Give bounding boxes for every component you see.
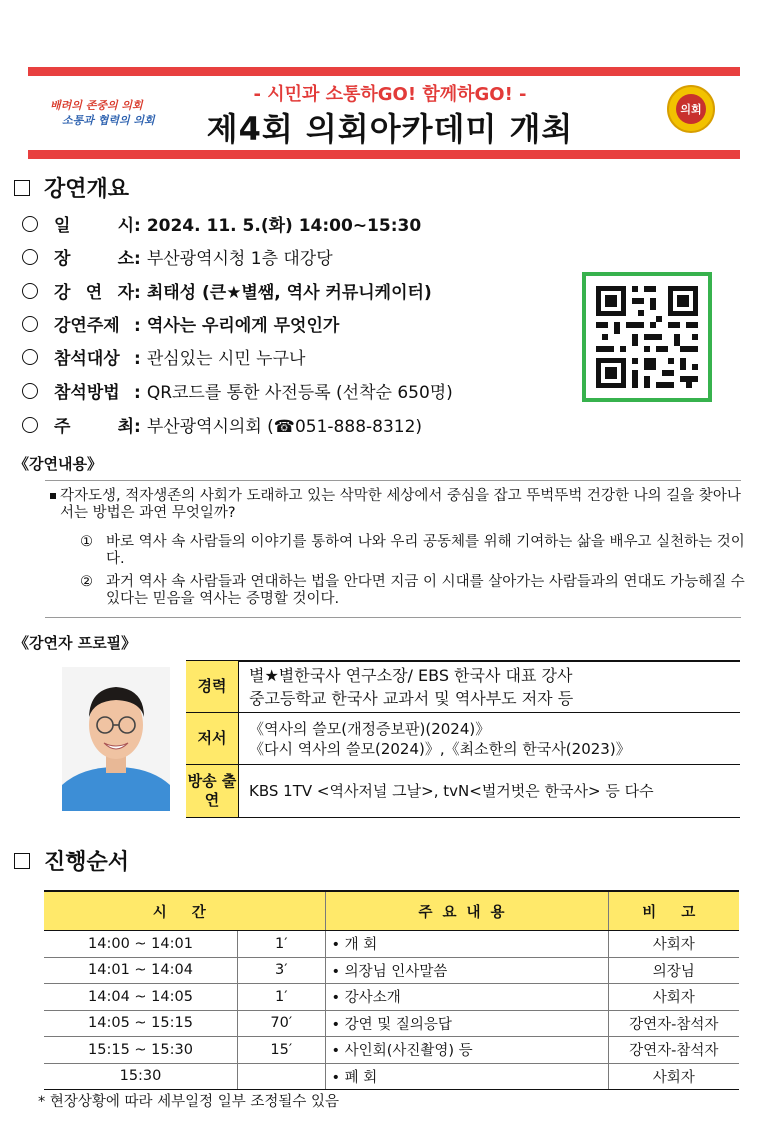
circle-bullet-icon (22, 316, 38, 332)
overview-row-place: 장 소: 부산광역시청 1층 대강당 (22, 246, 333, 272)
schedule-row: 15:15 ~ 15:30 15′ • 사인회(사진촬영) 등 강연자-참석자 (44, 1037, 739, 1064)
schedule-table (44, 890, 739, 1090)
circle-bullet-icon (22, 249, 38, 265)
schedule-footnote: * 현장상황에 따라 세부일정 일부 조정될수 있음 (38, 1094, 340, 1110)
schedule-header-row: 시 간 주요내용 비 고 (44, 891, 739, 931)
speaker-photo (62, 667, 170, 811)
divider (45, 617, 741, 618)
profile-table (186, 661, 740, 818)
qr-code-icon[interactable] (582, 272, 712, 402)
council-seal-icon (667, 85, 715, 133)
schedule-row: 14:00 ~ 14:01 1′ • 개 회 사회자 (44, 931, 739, 958)
checkbox-square-icon (14, 853, 30, 869)
event-title: 제4회 의회아카데미 개최 (206, 110, 574, 148)
header-bottom-bar (28, 150, 740, 159)
section-heading-profile: 《강연자 프로필》 (14, 634, 137, 652)
overview-row-topic: 강연주제 : 역사는 우리에게 무엇인가 (22, 313, 339, 339)
overview-row-date: 일 시: 2024. 11. 5.(화) 14:00~15:30 (22, 213, 421, 239)
overview-row-speaker: 강 연 자: 최태성 (큰★별쌤, 역사 커뮤니케이터) (22, 280, 432, 306)
profile-row-books: 저서 《역사의 쓸모(개정증보판)(2024)》 《다시 역사의 쓸모(2024)》,《최소한의 한국사(2023)》 (186, 713, 740, 765)
section-heading-lecture: 《강연내용》 (14, 455, 102, 473)
checkbox-square-icon (14, 180, 30, 196)
square-bullet-icon (50, 493, 56, 499)
schedule-row: 15:30 • 폐 회 사회자 (44, 1063, 739, 1090)
overview-row-registration: 참석방법 : QR코드를 통한 사전등록 (선착순 650명) (22, 380, 453, 406)
lecture-point-2: ② 과거 역사 속 사람들과 연대하는 법을 안다면 지금 이 시대를 살아가는 사람들과의 연대도 가능해질 수 있다는 믿음을 역사는 증명할 것이다. (80, 574, 745, 607)
overview-row-host: 주 최: 부산광역시의회 (☎051-888-8312) (22, 414, 422, 440)
council-slogan-logo: 배려의 존중의 의회 소통과 협력의 의회 (50, 99, 155, 127)
circle-bullet-icon (22, 383, 38, 399)
profile-row-career: 경력 별★별한국사 연구소장/ EBS 한국사 대표 강사 중고등학교 한국사 교과서 및 역사부도 저자 등 (186, 661, 740, 713)
circle-bullet-icon (22, 216, 38, 232)
circle-bullet-icon (22, 349, 38, 365)
divider (45, 480, 741, 481)
lecture-main-paragraph: 각자도생, 적자생존의 사회가 도래하고 있는 삭막한 세상에서 중심을 잡고 뚜벅뚜벅 건강한 나의 길을 찾아나서는 방법은 과연 무엇일까? (60, 488, 750, 522)
section-heading-schedule: 진행순서 (14, 845, 129, 876)
event-subtitle: - 시민과 소통하GO! 함께하GO! - (253, 84, 527, 105)
profile-key-broadcast: 방송 출연 (186, 765, 239, 818)
schedule-row: 14:04 ~ 14:05 1′ • 강사소개 사회자 (44, 984, 739, 1011)
header-top-bar (28, 67, 740, 76)
schedule-row: 14:05 ~ 15:15 70′ • 강연 및 질의응답 강연자-참석자 (44, 1010, 739, 1037)
circle-bullet-icon (22, 283, 38, 299)
circle-bullet-icon (22, 417, 38, 433)
section-heading-overview: 강연개요 (14, 172, 129, 203)
schedule-row: 14:01 ~ 14:04 3′ • 의장님 인사말씀 의장님 (44, 957, 739, 984)
profile-row-broadcast: 방송 출연 KBS 1TV <역사저널 그날>, tvN<벌거벗은 한국사> 등 다수 (186, 765, 740, 818)
qr-pattern (586, 276, 708, 398)
lecture-point-1: ① 바로 역사 속 사람들의 이야기를 통하여 나와 우리 공동체를 위해 기여하는 삶을 배우고 실천하는 것이다. (80, 534, 745, 567)
seal-label: 의회 (676, 94, 706, 124)
overview-row-audience: 참석대상 : 관심있는 시민 누구나 (22, 346, 305, 372)
